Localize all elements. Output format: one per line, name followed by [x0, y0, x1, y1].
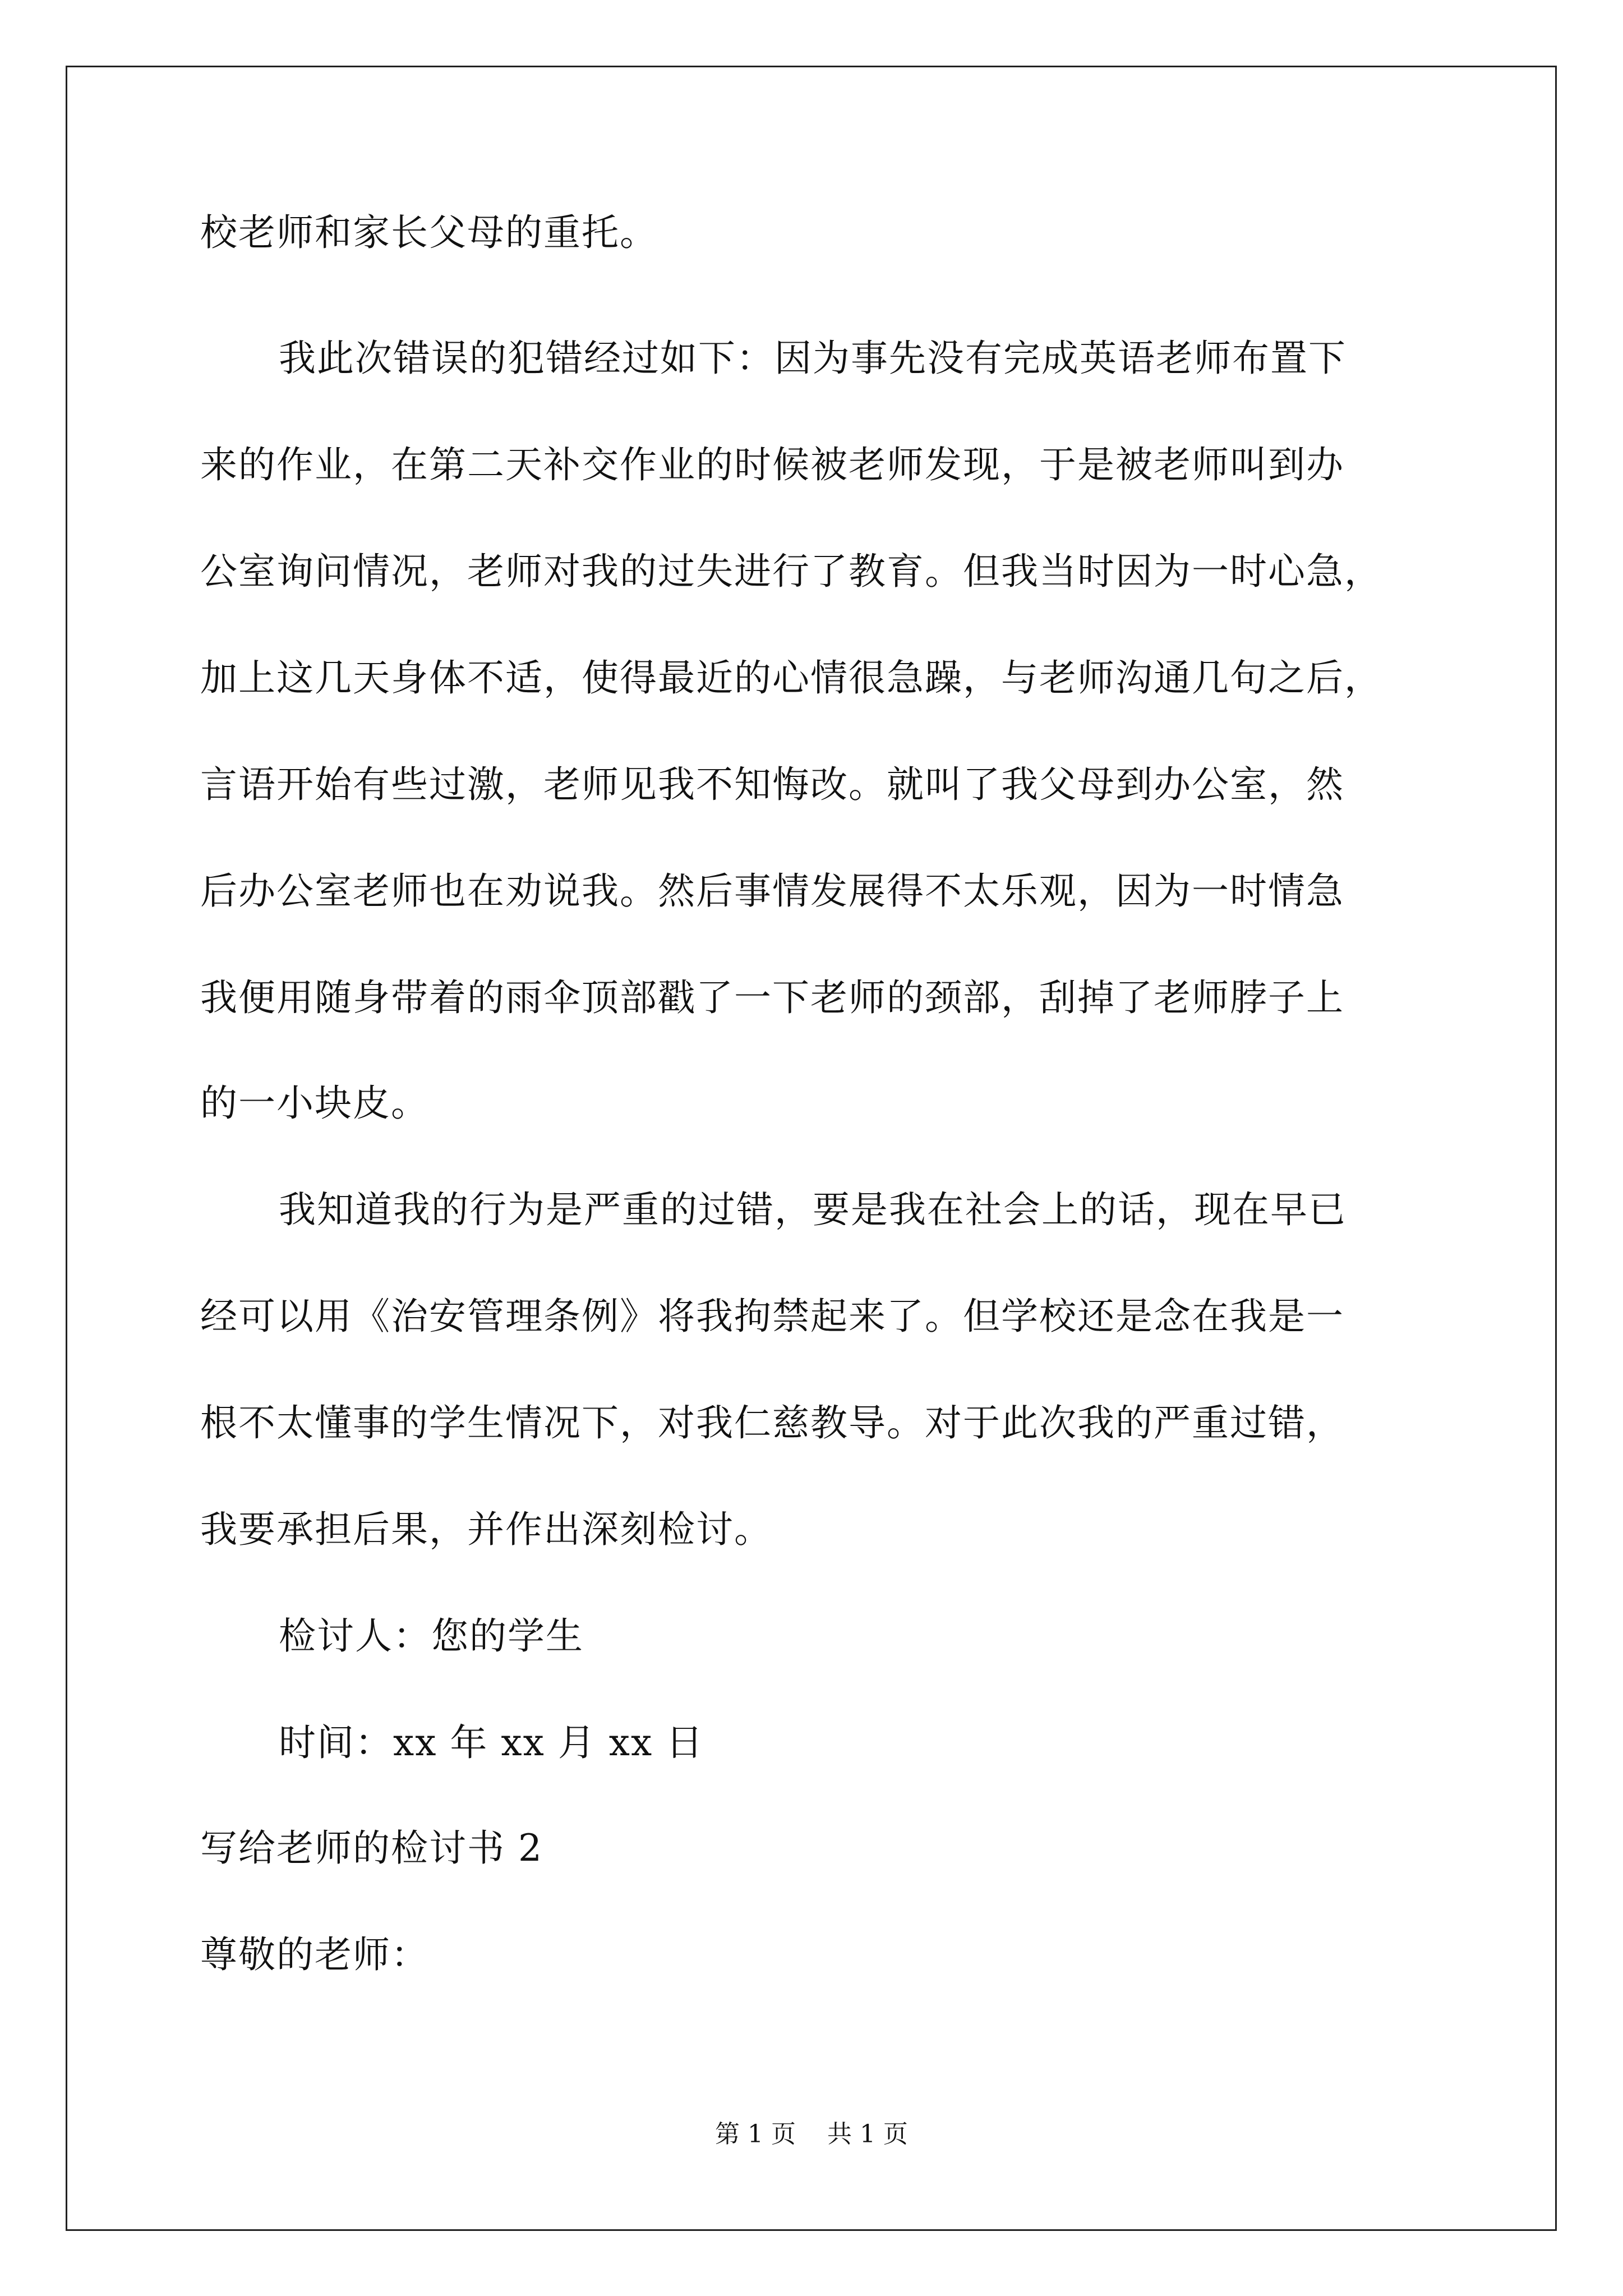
- page-number-footer: 第 1 页 共 1 页: [715, 2120, 908, 2148]
- text-line: 经可以用《治安管理条例》将我拘禁起来了。但学校还是念在我是一: [200, 1295, 1344, 1338]
- text-line: 后办公室老师也在劝说我。然后事情发展得不太乐观，因为一时情急: [200, 869, 1344, 913]
- page-border: [66, 66, 1557, 2231]
- date-line: 时间：xx 年 xx 月 xx 日: [279, 1721, 704, 1764]
- salutation-line: 尊敬的老师：: [200, 1933, 429, 1976]
- text-line: 的一小块皮。: [200, 1082, 429, 1125]
- signature-line: 检讨人：您的学生: [279, 1614, 584, 1658]
- text-line: 言语开始有些过激，老师见我不知悔改。就叫了我父母到办公室，然: [200, 763, 1344, 806]
- text-line: 我便用随身带着的雨伞顶部戳了一下老师的颈部，刮掉了老师脖子上: [200, 976, 1344, 1019]
- text-line: 校老师和家长父母的重托。: [200, 211, 658, 254]
- paragraph-start-line: 我此次错误的犯错经过如下：因为事先没有完成英语老师布置下: [279, 337, 1347, 380]
- text-line: 公室询问情况，老师对我的过失进行了教育。但我当时因为一时心急，: [200, 550, 1382, 593]
- text-line: 我要承担后果，并作出深刻检讨。: [200, 1508, 772, 1551]
- paragraph-start-line: 我知道我的行为是严重的过错，要是我在社会上的话，现在早已: [279, 1188, 1347, 1231]
- section-heading: 写给老师的检讨书 2: [200, 1826, 543, 1870]
- text-line: 加上这几天身体不适，使得最近的心情很急躁，与老师沟通几句之后，: [200, 656, 1382, 700]
- text-line: 来的作业，在第二天补交作业的时候被老师发现，于是被老师叫到办: [200, 443, 1344, 486]
- text-line: 根不太懂事的学生情况下，对我仁慈教导。对于此次我的严重过错，: [200, 1401, 1344, 1444]
